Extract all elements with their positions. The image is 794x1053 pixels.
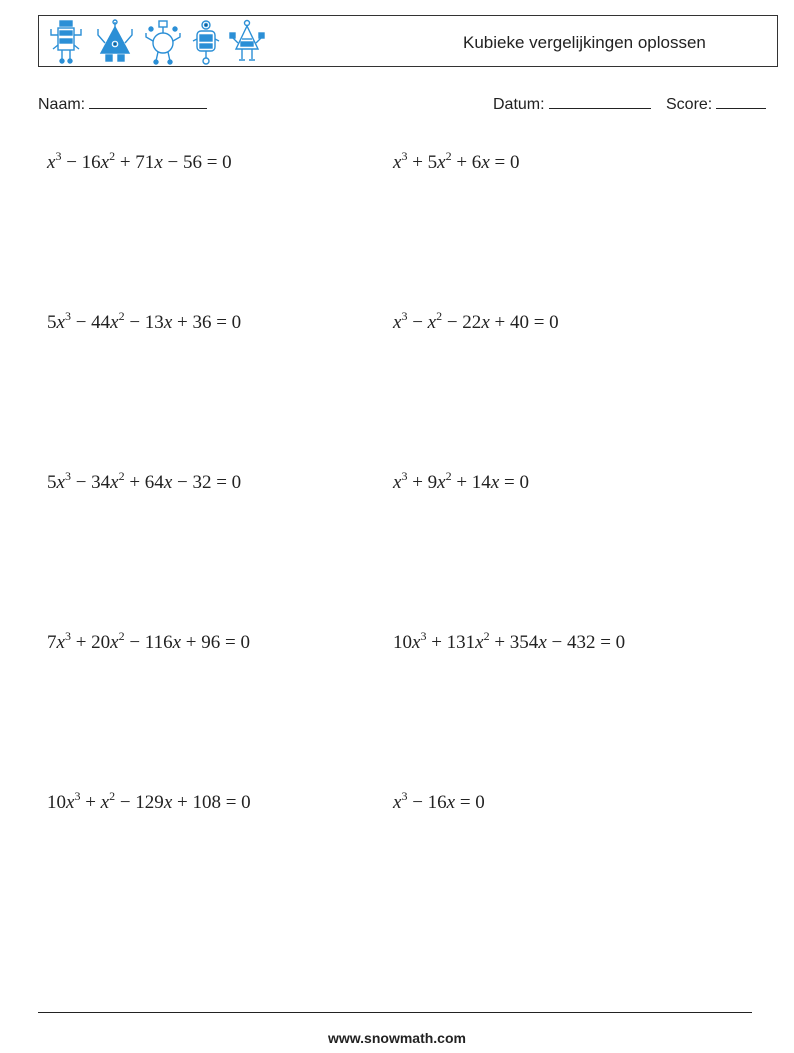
term: + 36 = 0	[172, 312, 242, 333]
variable: x	[100, 792, 110, 813]
problem-10	[393, 789, 485, 814]
variable: x	[163, 792, 173, 813]
term: 5	[47, 472, 57, 493]
exponent: 2	[109, 149, 116, 163]
term: = 0	[455, 792, 485, 813]
term: + 20	[70, 632, 111, 653]
term: − 116	[124, 632, 173, 653]
name-field	[38, 93, 207, 114]
variable: x	[538, 632, 547, 653]
variable: x	[110, 472, 119, 493]
robot-icon-1	[47, 19, 87, 65]
score-field	[666, 93, 766, 114]
problem-2	[393, 149, 520, 174]
term: + 108 = 0	[172, 792, 251, 813]
exponent: 3	[401, 789, 408, 803]
problem-5	[47, 469, 242, 494]
exponent: 3	[401, 149, 408, 163]
exponent: 3	[64, 629, 71, 643]
problem-8	[393, 629, 626, 654]
variable: x	[437, 472, 446, 493]
variable: x	[490, 472, 500, 493]
term: + 354	[489, 632, 539, 653]
robot-icon-4	[191, 19, 221, 65]
date-field	[493, 93, 651, 114]
exponent: 3	[55, 149, 62, 163]
exponent: 3	[401, 309, 408, 323]
term: + 6	[451, 152, 482, 173]
term: 7	[47, 632, 57, 653]
term: − 34	[70, 472, 111, 493]
robot-icon-5	[229, 19, 265, 65]
term: + 131	[426, 632, 476, 653]
term: − 16	[61, 152, 101, 173]
variable: x	[481, 312, 490, 333]
term: +	[80, 792, 101, 813]
footer-divider	[38, 1012, 752, 1013]
exponent: 2	[445, 469, 452, 483]
term: −	[407, 312, 428, 333]
variable: x	[56, 472, 65, 493]
term: − 13	[124, 312, 164, 333]
exponent: 3	[74, 789, 81, 803]
term: − 56 = 0	[162, 152, 232, 173]
exponent: 3	[401, 469, 408, 483]
exponent: 2	[483, 629, 490, 643]
date-blank[interactable]	[549, 93, 651, 109]
variable: x	[110, 312, 119, 333]
variable: x	[412, 632, 421, 653]
exponent: 2	[118, 469, 125, 483]
variable: x	[100, 152, 110, 173]
term: − 22	[442, 312, 482, 333]
worksheet-header	[38, 15, 778, 67]
variable: x	[163, 312, 173, 333]
problem-6	[393, 469, 529, 494]
problem-3	[47, 309, 242, 334]
term: − 44	[70, 312, 111, 333]
term: 5	[47, 312, 57, 333]
problem-7	[47, 629, 250, 654]
term: + 96 = 0	[181, 632, 250, 653]
variable: x	[66, 792, 75, 813]
variable: x	[56, 312, 65, 333]
robot-icon-3	[143, 19, 183, 65]
term: − 16	[407, 792, 447, 813]
variable: x	[154, 152, 163, 173]
problem-9	[47, 789, 251, 814]
worksheet-title: Kubieke vergelijkingen oplossen	[463, 33, 706, 52]
footer-url: www.snowmath.com	[328, 1030, 466, 1046]
term: + 40 = 0	[489, 312, 559, 333]
variable: x	[110, 632, 119, 653]
exponent: 2	[109, 789, 116, 803]
variable: x	[475, 632, 484, 653]
variable: x	[47, 152, 56, 173]
problem-4	[393, 309, 559, 334]
problem-1	[47, 149, 232, 174]
variable: x	[393, 792, 402, 813]
term: 10	[47, 792, 66, 813]
robot-icon-2	[95, 19, 135, 65]
score-label: Score:	[666, 96, 713, 113]
term: − 129	[115, 792, 164, 813]
exponent: 3	[64, 469, 71, 483]
exponent: 2	[118, 309, 125, 323]
term: + 71	[115, 152, 155, 173]
term: = 0	[489, 152, 520, 173]
variable: x	[163, 472, 173, 493]
variable: x	[481, 152, 490, 173]
name-label: Naam:	[38, 96, 86, 113]
term: = 0	[499, 472, 529, 493]
exponent: 2	[436, 309, 443, 323]
variable: x	[393, 472, 402, 493]
term: + 64	[124, 472, 164, 493]
score-blank[interactable]	[716, 93, 766, 109]
term: 10	[393, 632, 412, 653]
exponent: 2	[118, 629, 125, 643]
robot-icons	[47, 19, 265, 65]
exponent: 2	[445, 149, 452, 163]
variable: x	[393, 152, 402, 173]
variable: x	[446, 792, 456, 813]
term: − 32 = 0	[172, 472, 242, 493]
variable: x	[427, 312, 437, 333]
exponent: 3	[420, 629, 427, 643]
term: + 5	[407, 152, 438, 173]
variable: x	[56, 632, 65, 653]
term: + 14	[451, 472, 491, 493]
date-label: Datum:	[493, 96, 545, 113]
variable: x	[437, 152, 446, 173]
variable: x	[172, 632, 182, 653]
variable: x	[393, 312, 402, 333]
exponent: 3	[64, 309, 71, 323]
term: + 9	[407, 472, 438, 493]
term: − 432 = 0	[546, 632, 626, 653]
name-blank[interactable]	[89, 93, 207, 109]
